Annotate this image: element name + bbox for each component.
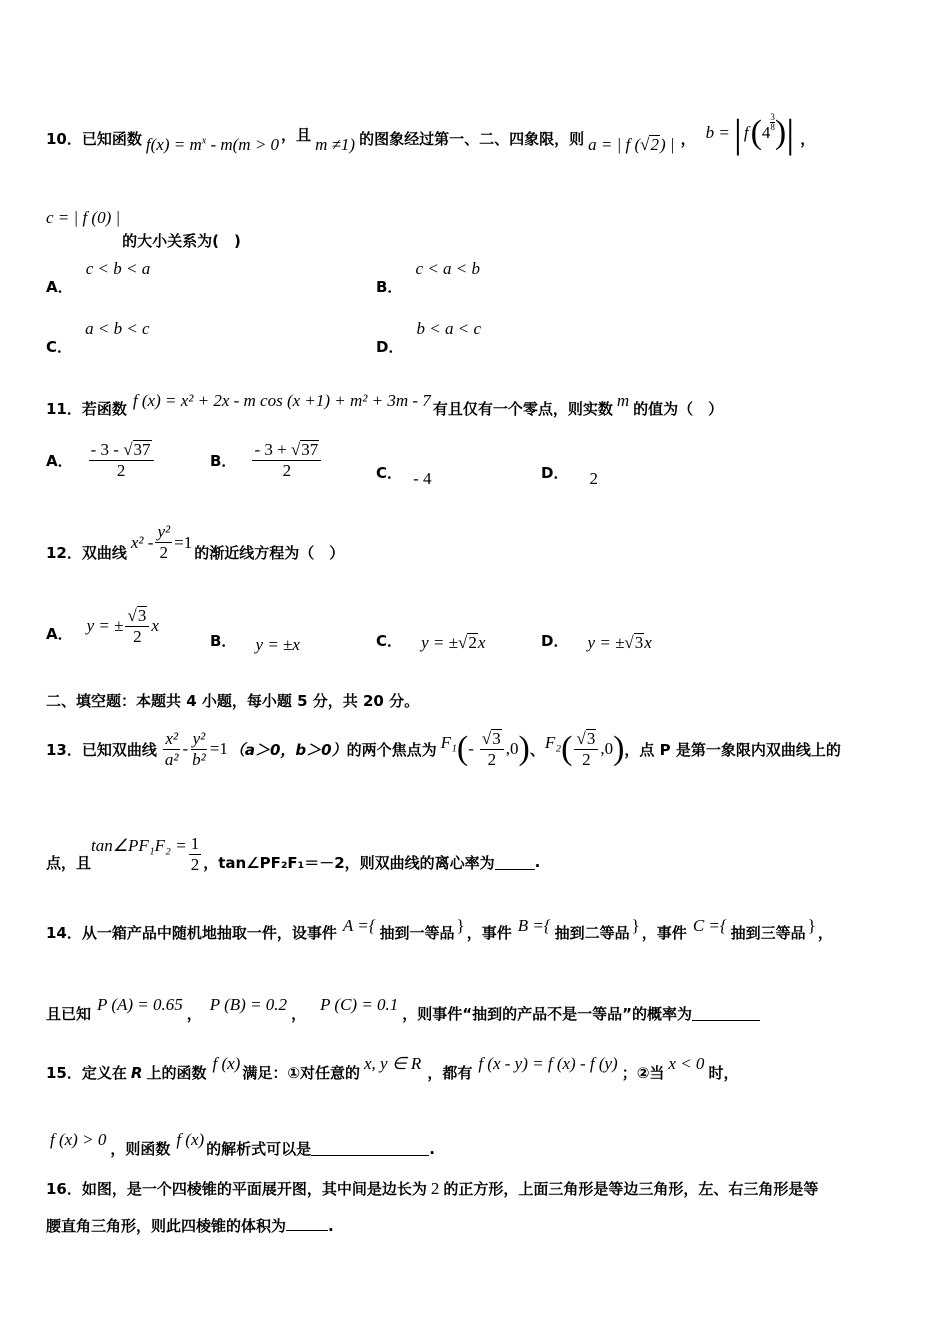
q14-brace: }	[631, 915, 640, 935]
q14-event-a: A ={	[342, 915, 376, 935]
q13-hyperbola-expr: $\frac{\text{x²}}{\text{a²}}$ - $\frac{\text{y²}}{\text{b²}}$ =1	[164, 728, 228, 769]
q15-text5: ；②当	[621, 1064, 665, 1082]
q11-option-a[interactable]	[46, 440, 156, 480]
q10-text4: 的大小关系为( )	[122, 232, 241, 250]
q14-event-b: B ={	[517, 915, 551, 935]
q16-side: 2	[430, 1179, 440, 1198]
q11-text1: 若函数	[81, 400, 127, 418]
q10-text2: ，且	[281, 125, 312, 144]
q14-event-b-text: 抽到二等品	[554, 924, 630, 942]
q10-a-def: a = | f (√2) |	[588, 135, 675, 154]
q13-text4: 点，且	[46, 853, 92, 872]
q14-text5: 且已知	[46, 1005, 92, 1023]
q14-prob-b: P (B) = 0.2	[209, 994, 288, 1014]
q10-line2	[46, 200, 241, 251]
q10-text1: 已知函数	[81, 129, 142, 148]
q15-fx: f (x)	[212, 1053, 241, 1073]
q10-b-def: b = | f ( 4 3 8 ) |	[705, 110, 795, 156]
option-expr: y = ±x	[255, 635, 300, 654]
q15-number: 15．	[46, 1064, 82, 1082]
q16-end: .	[328, 1217, 334, 1235]
q14-text1: 从一箱产品中随机地抽取一件，设事件	[81, 924, 337, 942]
option-label: A．	[46, 624, 73, 643]
q13-focus1: F₁ ( - $\frac{√3}{2}$ ,0 )	[440, 728, 530, 769]
option-label: B．	[210, 451, 237, 470]
option-expr: y = ±√2x	[421, 633, 486, 652]
q10-text3: 的图象经过第一、二、四象限，则	[359, 129, 585, 148]
q14-comma: ，	[186, 1005, 202, 1023]
option-expr: $\frac{- 3 + √37}{2}$	[252, 440, 321, 480]
q15-text6: 时，	[708, 1064, 739, 1082]
q13-line2	[46, 828, 540, 880]
q15-end: .	[429, 1139, 435, 1158]
q16-text3: 腰直角三角形，则此四棱锥的体积为	[46, 1217, 287, 1235]
q10-comma: ，	[680, 129, 696, 148]
q10-option-b[interactable]	[376, 258, 481, 296]
q14-event-c-text: 抽到三等品	[730, 924, 806, 942]
q11-function-expr: f (x) = x² + 2x - m cos (x +1) + m² + 3m - 7	[132, 390, 431, 410]
option-label: A．	[46, 278, 73, 296]
q14-prob-a: P (A) = 0.65	[97, 994, 183, 1014]
q15-condition: x < 0	[668, 1053, 705, 1073]
q13-tan1-expr: tan∠PF₁F₂ = $\frac{1}{2}$	[91, 833, 200, 874]
q11-option-c[interactable]	[376, 462, 432, 488]
section-heading: 二、填空题：本题共 4 小题，每小题 5 分，共 20 分。	[46, 692, 420, 710]
q15-fx2: f (x)	[176, 1129, 205, 1149]
q13-separator: 、	[529, 740, 545, 759]
q14-line1	[46, 908, 833, 943]
q11-text3: 的值为（ ）	[633, 400, 724, 418]
q15-equation: f (x - y) = f (x) - f (y)	[478, 1053, 618, 1073]
q12-stem	[46, 522, 344, 563]
q14-line2	[46, 985, 760, 1024]
option-expr: - 4	[413, 469, 432, 488]
q14-comma: ，	[291, 1005, 307, 1023]
q13-text5: ，tan∠PF₂F₁＝－2，则双曲线的离心率为	[203, 853, 495, 872]
q11-option-d[interactable]	[541, 462, 599, 488]
q15-line1	[46, 1044, 738, 1083]
option-label: B．	[376, 278, 403, 296]
q15-xy: x, y ∈ R	[364, 1053, 422, 1073]
option-expr: 2	[589, 469, 599, 488]
option-label: C．	[46, 338, 73, 356]
q16-line2	[46, 1215, 334, 1236]
q15-text7: ，则函数	[110, 1140, 171, 1158]
q14-text6: ，则事件“抽到的产品不是一等品”的概率为	[402, 1005, 693, 1023]
q10-c-def: c = | f (0) |	[46, 207, 121, 227]
option-expr: a < b < c	[85, 319, 150, 338]
q13-text1: 已知双曲线	[81, 740, 157, 759]
q12-text1: 双曲线	[81, 544, 127, 562]
option-label: D．	[541, 464, 569, 482]
q16-number: 16．	[46, 1180, 82, 1198]
q15-text2: 上的函数	[146, 1064, 207, 1082]
q14-text4: ，	[817, 924, 833, 942]
q10-option-a[interactable]	[46, 258, 151, 296]
q14-answer-blank[interactable]	[692, 1006, 760, 1021]
q10-option-d[interactable]	[376, 318, 482, 356]
option-label: B．	[210, 632, 237, 650]
q15-set-r: R	[130, 1063, 143, 1082]
q12-text2: 的渐近线方程为（ ）	[194, 544, 345, 562]
q13-end: .	[534, 853, 541, 871]
q15-text1: 定义在	[81, 1064, 127, 1082]
q12-option-d[interactable]	[541, 630, 652, 651]
option-expr: y = ±√3x	[587, 633, 652, 652]
q10-function-def: $f(x) = m^x - m(m > 0$	[145, 135, 280, 154]
q15-answer-blank[interactable]	[311, 1141, 429, 1156]
q13-number: 13．	[46, 740, 82, 759]
option-expr: y = ± $\frac{√3}{2}$ x	[86, 606, 159, 646]
q10-number: 10．	[46, 129, 82, 148]
option-label: D．	[541, 632, 569, 650]
q14-number: 14．	[46, 924, 82, 942]
q14-event-a-text: 抽到一等品	[379, 924, 455, 942]
q12-option-c[interactable]	[376, 630, 485, 651]
option-expr: b < a < c	[416, 319, 482, 338]
option-label: C．	[376, 464, 403, 482]
q16-line1	[46, 1178, 818, 1199]
q15-text8: 的解析式可以是	[206, 1140, 312, 1158]
q12-hyperbola-expr: x² - $\frac{\text{y²}}{2}$ =1	[130, 522, 193, 562]
q13-condition: （a＞0，b＞0）	[229, 740, 347, 759]
option-expr: c < a < b	[415, 259, 481, 278]
option-label: C．	[376, 632, 403, 650]
q14-brace: }	[456, 915, 465, 935]
q12-number: 12．	[46, 544, 82, 562]
q11-text2: 有且仅有一个零点，则实数	[432, 400, 613, 418]
q14-prob-c: P (C) = 0.1	[320, 994, 399, 1014]
q13-text2: 的两个焦点为	[346, 740, 437, 759]
q14-event-c: C ={	[692, 915, 727, 935]
q13-focus2: F₂ ( $\frac{√3}{2}$ ,0 )	[544, 728, 625, 769]
q10-comma2: ，	[800, 129, 816, 148]
q13-text3: ，点 P 是第一象限内双曲线上的	[624, 740, 841, 759]
q13-answer-blank[interactable]	[495, 855, 535, 870]
option-label: D．	[376, 338, 404, 356]
option-label: A．	[46, 451, 73, 470]
q16-text1: 如图，是一个四棱锥的平面展开图，其中间是边长为	[81, 1180, 427, 1198]
q12-option-b[interactable]	[210, 630, 300, 654]
q14-brace: }	[807, 915, 816, 935]
q15-text4: ，都有	[427, 1064, 473, 1082]
q11-stem	[46, 382, 723, 419]
q15-line2	[46, 1120, 435, 1159]
q16-answer-blank[interactable]	[286, 1216, 328, 1231]
q10-condition: m ≠1)	[315, 135, 356, 154]
q12-option-a[interactable]	[46, 606, 159, 646]
q10-line1	[46, 110, 816, 158]
q15-text3: 满足：①对任意的	[242, 1064, 361, 1082]
q16-text2: 的正方形，上面三角形是等边三角形，左、右三角形是等	[443, 1180, 819, 1198]
q14-text3: ，事件	[641, 924, 687, 942]
q11-option-b[interactable]	[210, 440, 323, 480]
option-expr: c < b < a	[85, 259, 151, 278]
q13-line1	[46, 718, 841, 780]
option-expr: $\frac{- 3 - √37}{2}$	[89, 440, 154, 480]
q11-var-m: m	[616, 390, 630, 410]
q10-option-c[interactable]	[46, 318, 150, 356]
q15-fpos: f (x) > 0	[50, 1129, 107, 1149]
q14-text2: ，事件	[466, 924, 512, 942]
q11-number: 11．	[46, 400, 82, 418]
